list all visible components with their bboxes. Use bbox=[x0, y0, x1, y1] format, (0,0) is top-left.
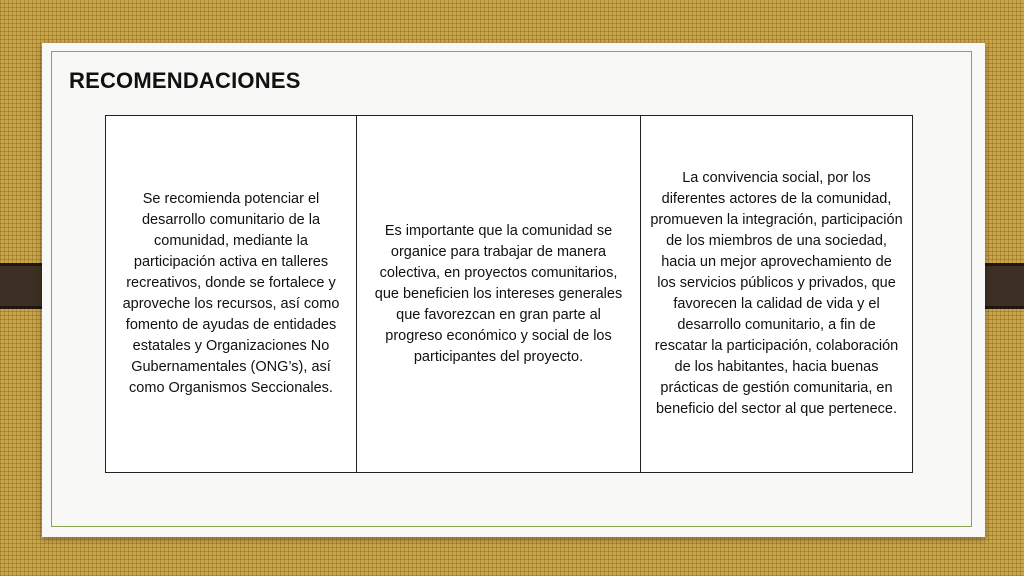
table-row bbox=[106, 116, 913, 473]
recommendations-table bbox=[105, 115, 913, 473]
recommendation-cell: La convivencia social, por los diferentes actores de la comunidad, promueven la integración, participación de los miembros de una sociedad, hacia un mejor aprovechamiento de los servicios públicos y privados, que favorecen la calidad de vida y el desarrollo comunitario, a fin de rescatar la participación, colaboración de los habitantes, hacia buenas prácticas de gestión comunitaria, en beneficio del sector al que pertenece. bbox=[641, 116, 913, 473]
slide-title: RECOMENDACIONES bbox=[69, 68, 301, 93]
recommendation-cell: Se recomienda potenciar el desarrollo comunitario de la comunidad, mediante la participación activa en talleres recreativos, donde se fortalece y aproveche los recursos, así como fomento de ayudas de entidades estatales y Organizaciones No Gubernamentales (ONG’s), así como Organismos Seccionales. bbox=[106, 116, 357, 473]
slide-panel bbox=[42, 43, 985, 537]
recommendation-cell: Es importante que la comunidad se organice para trabajar de manera colectiva, en proyectos comunitarios, que beneficien los intereses generales que favorezcan en gran parte al progreso económico y social de los participantes del proyecto. bbox=[357, 116, 641, 473]
